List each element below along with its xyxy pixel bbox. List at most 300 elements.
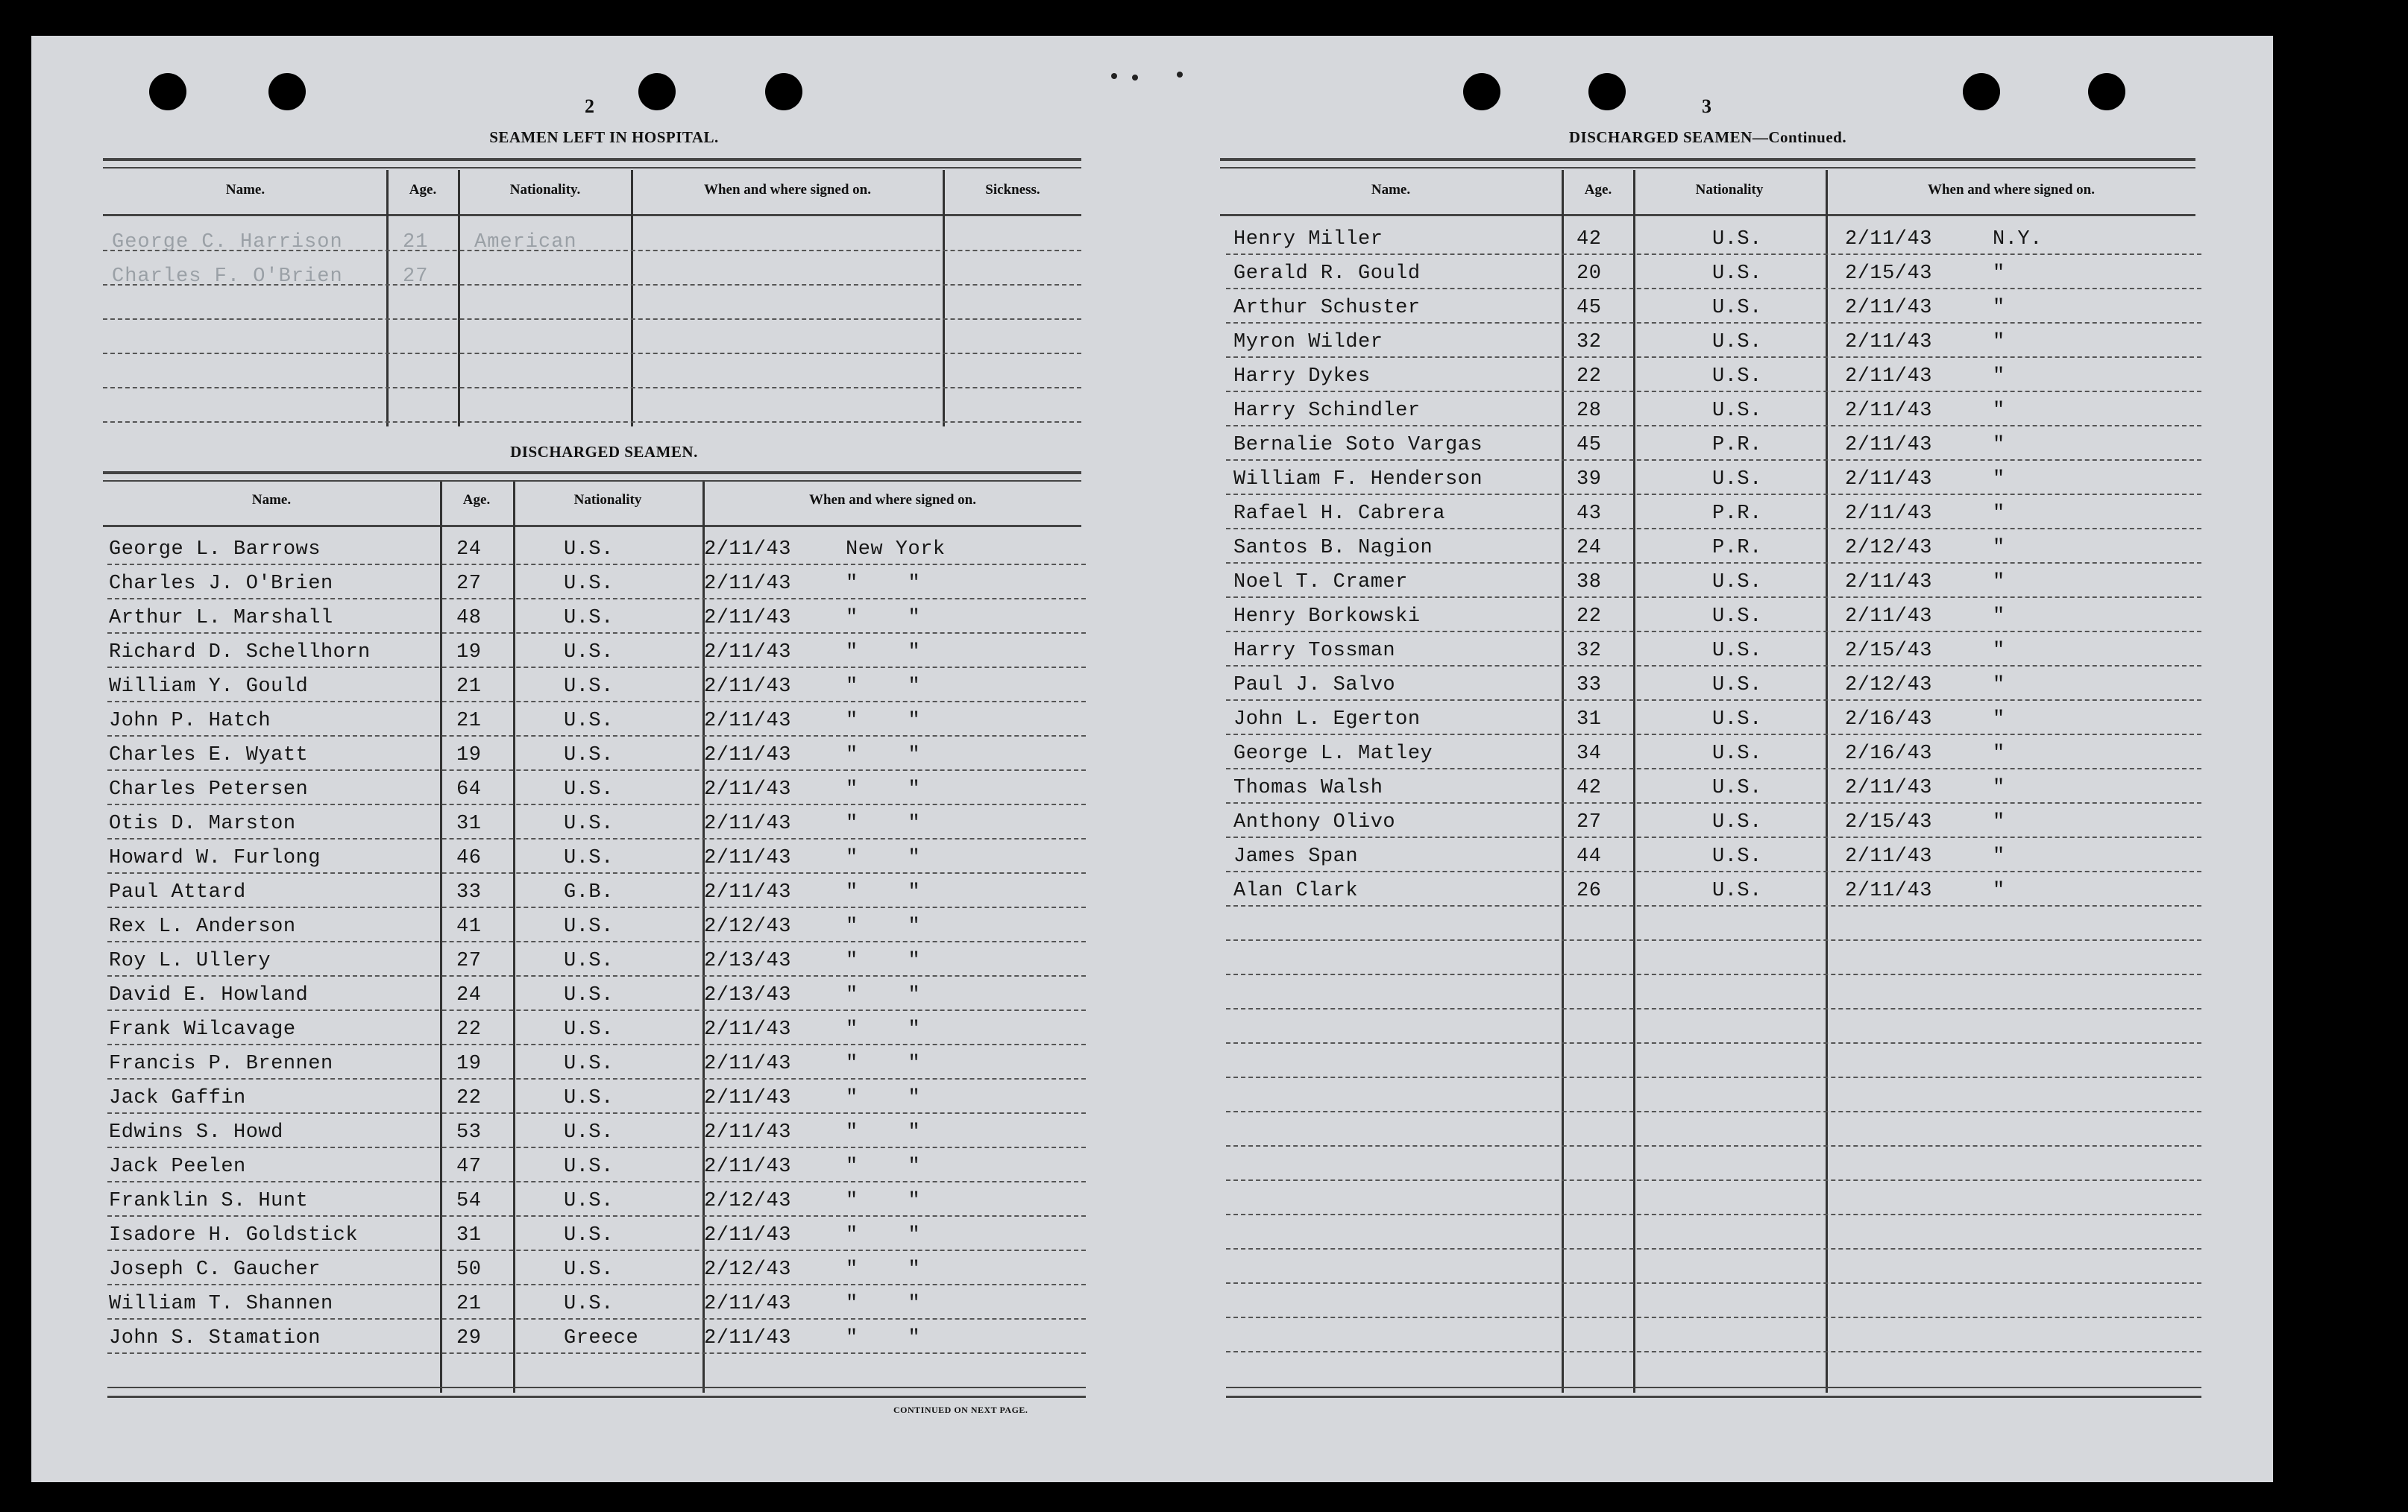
seaman-name: Franklin S. Hunt <box>109 1190 309 1212</box>
row-line <box>1226 871 2201 872</box>
seaman-name: Jack Peelen <box>109 1156 246 1178</box>
right-header-signed-on: When and where signed on. <box>1927 182 2095 198</box>
signed-on-date: 2/11/43 <box>1845 365 1932 388</box>
seaman-nationality: U.S. <box>564 950 614 972</box>
seaman-name: Francis P. Brennen <box>109 1053 333 1075</box>
seaman-name: Edwins S. Howd <box>109 1121 283 1144</box>
signed-on-place: " " <box>846 813 921 835</box>
rule <box>103 471 1081 474</box>
seaman-name: James Span <box>1233 845 1359 868</box>
signed-on-date: 2/11/43 <box>704 778 791 801</box>
signed-on-date: 2/12/43 <box>1845 537 1932 559</box>
seaman-age: 24 <box>456 538 482 561</box>
column-rule <box>513 482 515 1393</box>
seaman-nationality: U.S. <box>1712 228 1762 251</box>
seaman-nationality: U.S. <box>1712 605 1762 628</box>
row-line <box>1226 322 2201 324</box>
hospital-header-age: Age. <box>409 182 437 198</box>
seaman-nationality: U.S. <box>1712 400 1762 422</box>
discharged-header-signed-on: When and where signed on. <box>808 492 976 508</box>
seaman-nationality: U.S. <box>564 1259 614 1281</box>
seaman-name: Gerald R. Gould <box>1233 262 1421 285</box>
row-line <box>1226 1042 2201 1044</box>
signed-on-place: " " <box>846 573 921 595</box>
punch-hole <box>765 73 802 110</box>
punch-hole <box>268 73 306 110</box>
seaman-nationality: U.S. <box>1712 468 1762 491</box>
seaman-name: Frank Wilcavage <box>109 1018 296 1041</box>
seaman-age: 22 <box>1576 605 1602 628</box>
row-line <box>1226 1008 2201 1009</box>
row-line <box>1226 905 2201 907</box>
row-line <box>107 1147 1086 1148</box>
row-line <box>107 1112 1086 1114</box>
seaman-nationality: U.S. <box>564 813 614 835</box>
row-line <box>107 769 1086 771</box>
row-line <box>1226 939 2201 941</box>
signed-on-date: 2/11/43 <box>704 573 791 595</box>
seaman-nationality: U.S. <box>1712 708 1762 731</box>
seaman-age: 45 <box>1576 297 1602 319</box>
seaman-nationality: U.S. <box>564 641 614 664</box>
signed-on-date: 2/12/43 <box>704 916 791 938</box>
row-line <box>1226 425 2201 426</box>
seaman-nationality: U.S. <box>564 1156 614 1178</box>
seaman-nationality: U.S. <box>564 607 614 629</box>
signed-on-date: 2/13/43 <box>704 950 791 972</box>
seaman-nationality: U.S. <box>1712 640 1762 662</box>
signed-on-date: 2/11/43 <box>704 1053 791 1075</box>
right-header-nationality: Nationality <box>1695 182 1764 198</box>
signed-on-place: " " <box>846 916 921 938</box>
seaman-age: 33 <box>1576 674 1602 696</box>
signed-on-date: 2/12/43 <box>704 1190 791 1212</box>
seaman-name: Bernalie Soto Vargas <box>1233 434 1483 456</box>
seaman-name: Harry Dykes <box>1233 365 1371 388</box>
signed-on-place: " <box>1993 468 2005 491</box>
seaman-name: Otis D. Marston <box>109 813 296 835</box>
row-line <box>103 353 1081 354</box>
seaman-nationality: U.S. <box>564 1087 614 1109</box>
signed-on-place: " <box>1993 674 2005 696</box>
hospital-section-title: SEAMEN LEFT IN HOSPITAL. <box>489 128 719 146</box>
seaman-name: Thomas Walsh <box>1233 777 1383 799</box>
right-header-name: Name. <box>1371 182 1411 198</box>
signed-on-place: " <box>1993 365 2005 388</box>
seaman-name: Rex L. Anderson <box>109 916 296 938</box>
rule <box>107 1396 1086 1398</box>
seaman-age: 22 <box>1576 365 1602 388</box>
seaman-name: Rafael H. Cabrera <box>1233 503 1445 525</box>
rule <box>1220 167 2195 168</box>
seaman-nationality: U.S. <box>1712 297 1762 319</box>
seaman-name: Joseph C. Gaucher <box>109 1259 321 1281</box>
seaman-age: 21 <box>456 1293 482 1315</box>
seaman-name: Alan Clark <box>1233 880 1359 902</box>
row-line <box>1226 1077 2201 1078</box>
signed-on-date: 2/11/43 <box>704 710 791 732</box>
seaman-age: 46 <box>456 847 482 869</box>
seaman-age: 32 <box>1576 331 1602 353</box>
punch-hole <box>1588 73 1626 110</box>
row-line <box>1226 1282 2201 1284</box>
row-line <box>1226 802 2201 804</box>
seaman-name: William T. Shannen <box>109 1293 333 1315</box>
rule <box>1220 214 2195 216</box>
seaman-nationality: P.R. <box>1712 503 1762 525</box>
seaman-nationality: U.S. <box>1712 262 1762 285</box>
row-line <box>1226 253 2201 255</box>
row-line <box>107 1318 1086 1320</box>
signed-on-date: 2/11/43 <box>1845 880 1932 902</box>
signed-on-date: 2/11/43 <box>1845 297 1932 319</box>
signed-on-date: 2/11/43 <box>704 881 791 904</box>
row-line <box>1226 391 2201 392</box>
signed-on-date: 2/11/43 <box>1845 571 1932 593</box>
seaman-age: 24 <box>1576 537 1602 559</box>
signed-on-place: N.Y. <box>1993 228 2043 251</box>
punch-hole <box>2088 73 2125 110</box>
signed-on-date: 2/13/43 <box>704 984 791 1007</box>
seaman-name: Charles Petersen <box>109 778 309 801</box>
row-line <box>107 1352 1086 1354</box>
signed-on-date: 2/11/43 <box>704 538 791 561</box>
row-line <box>1226 631 2201 632</box>
document-sheet <box>31 36 2273 1482</box>
signed-on-place: " " <box>846 881 921 904</box>
seaman-name: Henry Miller <box>1233 228 1383 251</box>
row-line <box>1226 1214 2201 1215</box>
seaman-name: Henry Borkowski <box>1233 605 1421 628</box>
seaman-name: Richard D. Schellhorn <box>109 641 371 664</box>
signed-on-place: " <box>1993 743 2005 765</box>
stitch-dot <box>1111 73 1117 79</box>
signed-on-date: 2/16/43 <box>1845 743 1932 765</box>
signed-on-place: " <box>1993 331 2005 353</box>
signed-on-date: 2/15/43 <box>1845 640 1932 662</box>
row-line <box>107 1044 1086 1045</box>
seaman-name: Paul Attard <box>109 881 246 904</box>
seaman-age: 43 <box>1576 503 1602 525</box>
signed-on-place: " " <box>846 675 921 698</box>
seaman-age: 21 <box>456 675 482 698</box>
right-page-number: 3 <box>1702 95 1711 117</box>
seaman-age: 19 <box>456 1053 482 1075</box>
seaman-nationality: U.S. <box>1712 331 1762 353</box>
seaman-age: 50 <box>456 1259 482 1281</box>
seaman-nationality: U.S. <box>564 675 614 698</box>
signed-on-place: " <box>1993 297 2005 319</box>
seaman-name: Harry Tossman <box>1233 640 1396 662</box>
right-header-age: Age. <box>1584 182 1612 198</box>
signed-on-date: 2/12/43 <box>1845 674 1932 696</box>
seaman-age: 31 <box>456 813 482 835</box>
signed-on-date: 2/11/43 <box>1845 503 1932 525</box>
seaman-age: 44 <box>1576 845 1602 868</box>
row-line <box>1226 1111 2201 1112</box>
seaman-nationality: U.S. <box>564 573 614 595</box>
seaman-name: Paul J. Salvo <box>1233 674 1396 696</box>
signed-on-place: " " <box>846 1259 921 1281</box>
rule <box>103 158 1081 161</box>
seaman-age: 22 <box>456 1018 482 1041</box>
row-line <box>1226 768 2201 769</box>
seaman-age: 28 <box>1576 400 1602 422</box>
seaman-age: 54 <box>456 1190 482 1212</box>
seaman-name: Noel T. Cramer <box>1233 571 1408 593</box>
seaman-age: 24 <box>456 984 482 1007</box>
row-line <box>103 421 1081 423</box>
seaman-age: 32 <box>1576 640 1602 662</box>
signed-on-place: " " <box>846 607 921 629</box>
signed-on-date: 2/11/43 <box>704 1293 791 1315</box>
row-line <box>1226 1179 2201 1181</box>
seaman-age: 31 <box>1576 708 1602 731</box>
seaman-name: Roy L. Ullery <box>109 950 271 972</box>
seaman-age: 34 <box>1576 743 1602 765</box>
seaman-age: 21 <box>456 710 482 732</box>
row-line <box>107 667 1086 668</box>
seaman-nationality: U.S. <box>564 710 614 732</box>
signed-on-date: 2/11/43 <box>1845 845 1932 868</box>
signed-on-date: 2/11/43 <box>1845 605 1932 628</box>
signed-on-date: 2/11/43 <box>1845 468 1932 491</box>
seaman-age: 29 <box>456 1327 482 1349</box>
signed-on-date: 2/11/43 <box>704 1224 791 1247</box>
signed-on-date: 2/12/43 <box>704 1259 791 1281</box>
hospital-faint-name: Charles F. O'Brien <box>112 265 343 288</box>
seaman-name: Santos B. Nagion <box>1233 537 1433 559</box>
row-line <box>1226 596 2201 598</box>
signed-on-date: 2/11/43 <box>704 641 791 664</box>
seaman-age: 33 <box>456 881 482 904</box>
seaman-name: Arthur L. Marshall <box>109 607 333 629</box>
seaman-nationality: U.S. <box>564 1293 614 1315</box>
signed-on-place: " <box>1993 503 2005 525</box>
hospital-faint-age: 21 <box>403 231 429 253</box>
row-line <box>1226 562 2201 564</box>
row-line <box>107 975 1086 977</box>
rule <box>103 525 1081 527</box>
signed-on-date: 2/11/43 <box>704 675 791 698</box>
row-line <box>1226 734 2201 735</box>
seaman-nationality: U.S. <box>564 538 614 561</box>
seaman-age: 19 <box>456 744 482 766</box>
seaman-age: 31 <box>456 1224 482 1247</box>
row-line <box>107 1215 1086 1217</box>
seaman-age: 53 <box>456 1121 482 1144</box>
signed-on-place: " " <box>846 710 921 732</box>
seaman-nationality: U.S. <box>564 847 614 869</box>
continued-note: CONTINUED ON NEXT PAGE. <box>893 1405 1028 1415</box>
column-rule <box>1633 170 1635 1393</box>
punch-hole <box>1963 73 2000 110</box>
row-line <box>107 1250 1086 1251</box>
rule <box>1220 158 2195 161</box>
punch-hole <box>149 73 186 110</box>
discharged-header-age: Age. <box>462 492 491 508</box>
seaman-nationality: U.S. <box>564 1053 614 1075</box>
row-line <box>107 804 1086 805</box>
seaman-nationality: U.S. <box>1712 571 1762 593</box>
signed-on-place: " " <box>846 1087 921 1109</box>
row-line <box>1226 1351 2201 1352</box>
row-line <box>1226 1248 2201 1250</box>
seaman-age: 20 <box>1576 262 1602 285</box>
signed-on-place: " <box>1993 708 2005 731</box>
punch-hole <box>1463 73 1500 110</box>
signed-on-place: " <box>1993 434 2005 456</box>
seaman-nationality: U.S. <box>564 1190 614 1212</box>
seaman-name: Myron Wilder <box>1233 331 1383 353</box>
signed-on-place: " <box>1993 537 2005 559</box>
left-page-number: 2 <box>585 95 594 117</box>
hospital-faint-age: 27 <box>403 265 429 288</box>
seaman-name: William Y. Gould <box>109 675 309 698</box>
right-section-title: DISCHARGED SEAMEN—Continued. <box>1568 128 1847 146</box>
seaman-nationality: U.S. <box>1712 674 1762 696</box>
signed-on-place: " <box>1993 845 2005 868</box>
signed-on-place: " <box>1993 605 2005 628</box>
row-line <box>107 838 1086 840</box>
seaman-age: 27 <box>456 573 482 595</box>
seaman-name: Harry Schindler <box>1233 400 1421 422</box>
seaman-nationality: U.S. <box>564 916 614 938</box>
row-line <box>107 701 1086 702</box>
column-rule <box>1826 170 1828 1393</box>
signed-on-place: " " <box>846 1190 921 1212</box>
row-line <box>107 1284 1086 1285</box>
signed-on-date: 2/11/43 <box>1845 331 1932 353</box>
stitch-dot <box>1132 75 1138 81</box>
signed-on-place: " " <box>846 778 921 801</box>
signed-on-date: 2/11/43 <box>1845 400 1932 422</box>
seaman-nationality: U.S. <box>564 744 614 766</box>
seaman-nationality: U.S. <box>1712 777 1762 799</box>
row-line <box>1226 1317 2201 1318</box>
row-line <box>1226 459 2201 461</box>
hospital-faint-name: George C. Harrison <box>112 231 343 253</box>
seaman-name: Isadore H. Goldstick <box>109 1224 359 1247</box>
signed-on-place: " " <box>846 847 921 869</box>
row-line <box>1226 528 2201 529</box>
hospital-header-signed-on: When and where signed on. <box>703 182 871 198</box>
row-line <box>107 941 1086 942</box>
seaman-nationality: U.S. <box>564 778 614 801</box>
row-line <box>1226 974 2201 975</box>
signed-on-place: " " <box>846 950 921 972</box>
signed-on-place: " <box>1993 640 2005 662</box>
row-line <box>107 1009 1086 1011</box>
seaman-name: Arthur Schuster <box>1233 297 1421 319</box>
seaman-age: 42 <box>1576 228 1602 251</box>
seaman-age: 38 <box>1576 571 1602 593</box>
seaman-nationality: U.S. <box>564 1224 614 1247</box>
punch-hole <box>638 73 676 110</box>
seaman-age: 47 <box>456 1156 482 1178</box>
signed-on-date: 2/11/43 <box>704 813 791 835</box>
signed-on-date: 2/11/43 <box>704 1087 791 1109</box>
rule <box>107 1387 1086 1388</box>
seaman-age: 22 <box>456 1087 482 1109</box>
seaman-nationality: G.B. <box>564 881 614 904</box>
signed-on-place: " <box>1993 811 2005 834</box>
seaman-age: 41 <box>456 916 482 938</box>
row-line <box>1226 288 2201 289</box>
signed-on-date: 2/15/43 <box>1845 811 1932 834</box>
seaman-nationality: Greece <box>564 1327 639 1349</box>
row-line <box>1226 356 2201 358</box>
signed-on-date: 2/11/43 <box>704 1156 791 1178</box>
rule <box>103 480 1081 482</box>
row-line <box>107 598 1086 599</box>
discharged-header-name: Name. <box>251 492 292 508</box>
signed-on-date: 2/11/43 <box>704 1327 791 1349</box>
row-line <box>107 872 1086 874</box>
seaman-name: Charles E. Wyatt <box>109 744 309 766</box>
seaman-nationality: U.S. <box>1712 880 1762 902</box>
row-line <box>107 1078 1086 1080</box>
seaman-nationality: U.S. <box>564 1121 614 1144</box>
signed-on-place: " <box>1993 777 2005 799</box>
row-line <box>1226 1145 2201 1147</box>
seaman-name: David E. Howland <box>109 984 309 1007</box>
seaman-age: 26 <box>1576 880 1602 902</box>
hospital-faint-nationality: American <box>474 231 577 253</box>
signed-on-date: 2/11/43 <box>704 607 791 629</box>
seaman-nationality: U.S. <box>1712 845 1762 868</box>
signed-on-place: " <box>1993 880 2005 902</box>
seaman-name: Howard W. Furlong <box>109 847 321 869</box>
signed-on-date: 2/11/43 <box>704 1018 791 1041</box>
seaman-age: 27 <box>1576 811 1602 834</box>
seaman-age: 27 <box>456 950 482 972</box>
rule <box>1226 1387 2201 1388</box>
column-rule <box>440 482 442 1393</box>
seaman-age: 45 <box>1576 434 1602 456</box>
seaman-nationality: U.S. <box>564 984 614 1007</box>
signed-on-place: " " <box>846 1156 921 1178</box>
signed-on-date: 2/11/43 <box>704 1121 791 1144</box>
seaman-age: 39 <box>1576 468 1602 491</box>
rule <box>1226 1396 2201 1398</box>
seaman-name: Charles J. O'Brien <box>109 573 333 595</box>
seaman-nationality: P.R. <box>1712 537 1762 559</box>
discharged-header-nationality: Nationality <box>573 492 642 508</box>
row-line <box>103 387 1081 388</box>
row-line <box>1226 665 2201 667</box>
row-line <box>107 1181 1086 1182</box>
signed-on-place: " " <box>846 984 921 1007</box>
row-line <box>107 907 1086 908</box>
seaman-age: 64 <box>456 778 482 801</box>
discharged-section-title: DISCHARGED SEAMEN. <box>510 443 698 461</box>
row-line <box>1226 837 2201 838</box>
signed-on-place: " " <box>846 744 921 766</box>
seaman-name: George L. Barrows <box>109 538 321 561</box>
row-line <box>107 632 1086 634</box>
seaman-age: 42 <box>1576 777 1602 799</box>
rule <box>103 214 1081 216</box>
signed-on-place: " <box>1993 400 2005 422</box>
row-line <box>103 318 1081 320</box>
seaman-age: 48 <box>456 607 482 629</box>
signed-on-place: " " <box>846 1018 921 1041</box>
seaman-nationality: U.S. <box>1712 811 1762 834</box>
seaman-nationality: U.S. <box>564 1018 614 1041</box>
signed-on-place: " " <box>846 1053 921 1075</box>
seaman-name: John L. Egerton <box>1233 708 1421 731</box>
